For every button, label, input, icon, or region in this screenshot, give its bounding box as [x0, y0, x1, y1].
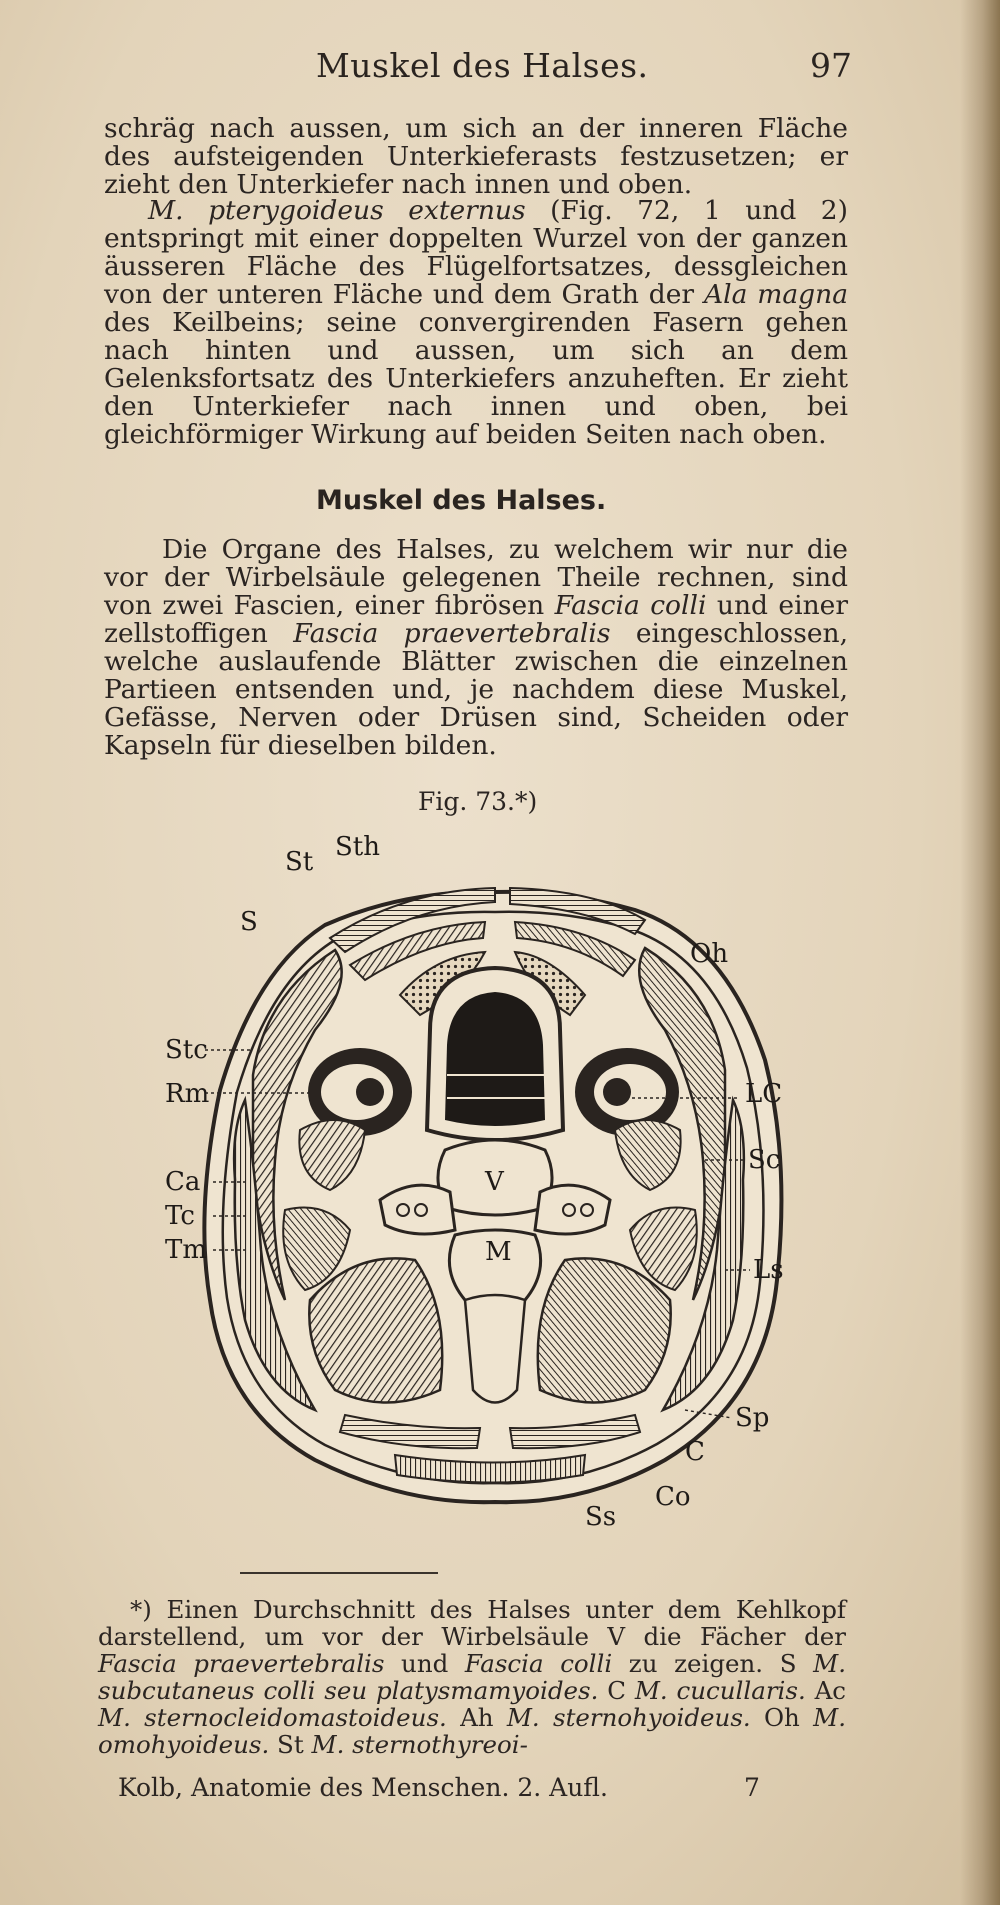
footnote-term: M. subcutaneus colli seu platysmamyoides. — [98, 1649, 846, 1705]
paragraph-section-intro — [104, 536, 848, 760]
term-ala-magna: Ala magna — [703, 279, 848, 310]
label-sc: Sc — [748, 1145, 781, 1175]
footnote-text: und — [384, 1649, 465, 1678]
neck-cross-section-figure — [165, 830, 815, 1530]
signature-number: 7 — [744, 1773, 760, 1802]
footnote-term: Fascia praevertebralis — [98, 1649, 385, 1678]
label-ca: Ca — [165, 1167, 201, 1197]
muscle-name: M. pterygoideus externus — [148, 195, 526, 226]
footnote-text: St — [269, 1730, 312, 1759]
term-fascia-colli: Fascia colli — [554, 590, 707, 621]
label-c: C — [685, 1437, 705, 1467]
footnote-text: *) Einen Durchschnitt des Halses unter dem Kehlkopf darstellend, um vor der Wirbelsäule V die Fächer der — [98, 1595, 846, 1651]
footnote — [98, 1596, 846, 1758]
footnote-text: Ah — [446, 1703, 507, 1732]
footnote-text: zu zeigen. S — [612, 1649, 814, 1678]
footnote-divider — [240, 1572, 438, 1574]
label-ls: Ls — [753, 1255, 784, 1285]
printer-signature: Kolb, Anatomie des Menschen. 2. Aufl. — [118, 1773, 608, 1802]
label-v: V — [485, 1167, 504, 1197]
footnote-term: Fascia colli — [464, 1649, 613, 1678]
paragraph-text: eingeschlossen, welche auslaufende Blätter zwischen die einzelnen Partieen entsenden und, je nachdem diese Muskel, Gefässe, Nerven oder Drüsen sind, Scheiden oder Kapseln für dieselben bilden. — [104, 618, 848, 761]
footnote-term: M. sternothyreoi- — [311, 1730, 528, 1759]
footnote-text: Oh — [750, 1703, 814, 1732]
footnote-text: Ac — [805, 1676, 847, 1705]
paragraph-pterygoideus — [104, 197, 848, 449]
label-s: S — [240, 907, 258, 937]
paragraph-text: des Keilbeins; seine convergirenden Fasern gehen nach hinten und aussen, um sich an dem Gelenksfortsatz des Unterkiefers anzuheften. Er zieht den Unterkiefer nach innen und oben, bei gleichförmiger Wirkung auf beiden Seiten nach oben. — [104, 307, 848, 450]
paragraph-text: (Fig. 72, 1 und 2) entspringt mit einer doppelten Wurzel von der ganzen äusseren Fläche des Flügelfortsatzes, dessgleichen von der unteren Fläche und dem Grath der — [104, 195, 848, 310]
label-ss: Ss — [585, 1502, 617, 1530]
label-stc: Stc — [165, 1035, 208, 1065]
label-oh: Oh — [690, 939, 729, 969]
figure-caption: Fig. 73.*) — [418, 787, 538, 816]
label-co: Co — [655, 1482, 691, 1512]
footnote-term: M. sternocleidomastoideus. — [98, 1703, 447, 1732]
paragraph-continuation: schräg nach aussen, um sich an der inneren Fläche des aufsteigenden Unterkieferasts festzusetzen; er zieht den Unterkiefer nach innen und oben. — [104, 113, 848, 200]
label-sp: Sp — [735, 1403, 770, 1433]
label-st: St — [285, 847, 314, 877]
spinous-process — [465, 1295, 525, 1403]
trachea — [427, 968, 563, 1140]
running-title: Muskel des Halses. — [316, 46, 649, 85]
footnote-term: M. omohyoideus. — [98, 1703, 846, 1759]
paragraph-text: Die Organe des Halses, zu welchem wir nur die vor der Wirbelsäule gelegenen Theile rechnen, sind von zwei Fascien, einer fibrösen — [104, 534, 848, 621]
cross-section-engraving — [165, 830, 815, 1530]
paragraph-text: und einer zellstoffigen — [104, 590, 849, 649]
footnote-text: C — [598, 1676, 635, 1705]
section-heading: Muskel des Halses. — [316, 485, 607, 516]
label-rm: Rm — [165, 1079, 210, 1109]
term-fascia-praevertebralis: Fascia praevertebralis — [293, 618, 611, 649]
label-tc: Tc — [165, 1201, 195, 1231]
label-lc: LC — [745, 1079, 783, 1109]
page-number: 97 — [810, 46, 852, 85]
label-m: M — [485, 1237, 512, 1267]
label-tm: Tm — [165, 1235, 207, 1265]
footnote-term: M. sternohyoideus. — [506, 1703, 751, 1732]
label-sth: Sth — [335, 832, 381, 862]
page-edge — [960, 0, 1000, 1905]
page-header — [0, 46, 1000, 96]
footnote-term: M. cucullaris. — [634, 1676, 806, 1705]
